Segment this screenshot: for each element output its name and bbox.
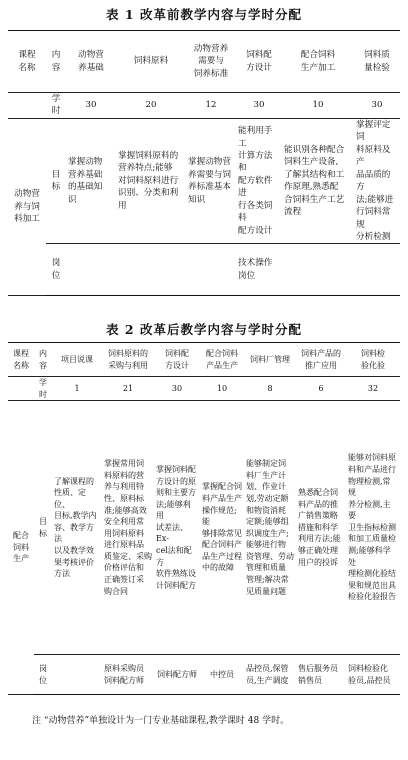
t2-hdr-col: 饲料配 方设计 <box>154 343 200 377</box>
t1-hours: 30 <box>66 93 116 119</box>
note-text: 注 “动物营养”单独设计为一门专业基础课程,教学课时 48 学时。 <box>32 716 290 726</box>
t2-post-label: 岗位 <box>39 664 47 685</box>
t2-hdr-content: 内容 <box>34 343 52 377</box>
t1-goal: 掌握动物 营养基础 的基础知 识 <box>66 118 116 244</box>
t1-hdr-col: 饲料配 方设计 <box>236 31 282 93</box>
t2-hours: 21 <box>102 377 154 401</box>
t1-goal: 掌握动物营 养需要与饲 养标准基本 知识 <box>186 118 236 244</box>
t1-goal: 掌握评定饲 料原料及产 品品质的方 法;能够进 行饲料常规 分析检测 <box>354 118 400 244</box>
table1-title: 表 1 改革前教学内容与学时分配 <box>106 7 302 22</box>
t1-hdr-col: 动物营 养基础 <box>66 31 116 93</box>
t2-post: 饲料配方师 <box>157 669 197 679</box>
t1-post <box>66 244 116 296</box>
t1-post: 技术操作 岗位 <box>238 258 273 281</box>
t2-hours: 1 <box>52 377 102 401</box>
t1-hdr-content: 内容 <box>46 31 66 93</box>
t1-goal: 掌握饲料原料的 营养特点;能够 对饲料原料进行 识别、分类和利 用 <box>116 118 186 244</box>
t1-hours: 30 <box>354 93 400 119</box>
t1-post <box>186 244 236 296</box>
t2-post: 原料采购员 饲料配方师 <box>104 664 144 685</box>
t1-goal: 能利用手工 计算方法和 配方软件进 行各类饲料 配方设计 <box>236 118 282 244</box>
t1-post <box>354 244 400 296</box>
t2-goal: 熟悉配合饲 料产品的推 广销售策略 措施和科学 利用方法;能 够正确处理 用户的投诉 <box>296 401 346 655</box>
t2-hours: 8 <box>244 377 296 401</box>
t2-post: 中控员 <box>210 669 234 679</box>
t2-post: 售后服务员 销售员 <box>298 664 338 685</box>
t1-hours: 20 <box>116 93 186 119</box>
t2-hours-label: 学时 <box>34 377 52 401</box>
t2-hdr-name: 课程 名称 <box>8 343 34 377</box>
t1-hdr-col: 配合饲料 生产加工 <box>282 31 354 93</box>
t2-goal: 掌握饲料配 方设计的原 则和主要方 法;能够利用 试差法、Ex- cel法和配方 软件熟练设 计饲料配方 <box>154 401 200 655</box>
t2-goal: 掌握配合饲 料产品生产 操作规范;能 够排除常见 配合饲料产 品生产过程 中的故障 <box>200 401 244 655</box>
table2-title: 表 2 改革后教学内容与学时分配 <box>106 322 302 337</box>
t2-goal: 能够制定饲 料厂生产计 划、作业计 划,劳动定额 和物资消耗 定额;能够组 织调度生产; 能够进行物 资管理、劳动 管理和质量 管理;解决常 见质量问题 <box>244 401 296 655</box>
t2-course-name: 配合 饲料 生产 <box>8 401 34 695</box>
t2-goal: 了解课程的 性质、定位、 目标,教学内 容、教学方法 以及教学效 果考核评价 方法 <box>52 401 102 655</box>
t1-hours: 12 <box>186 93 236 119</box>
t2-post: 品控员,保管 员,生产调度 <box>246 664 289 685</box>
t2-hours: 32 <box>346 377 400 401</box>
t1-goal-label: 目标 <box>46 118 66 244</box>
t1-hdr-col: 饲料质 量检验 <box>354 31 400 93</box>
t2-hours: 6 <box>296 377 346 401</box>
t2-goal: 能够对饲料原 料和产品进行 物理检测,常规 养分检测,主要 卫生指标检测 和加工质量检 测;能够科学处 理检测化验结 果和规范出具 检验化验报告 <box>346 401 400 655</box>
t2-post: 饲料检验化 验员,品控员 <box>348 664 391 685</box>
t2-goal: 掌握常用饲 料原料的营 养与利用特 性、原料标 准;能够高效 安全利用常 用饲料原料 进行原料品 质鉴定、采购 价格评估和 正确签订采 购合同 <box>102 401 154 655</box>
t2-hours: 30 <box>154 377 200 401</box>
t1-hours: 10 <box>282 93 354 119</box>
t2-goal-label: 目标 <box>34 401 52 655</box>
t2-hdr-col: 项目说课 <box>52 343 102 377</box>
t2-hdr-col: 饲料产品的 推广应用 <box>296 343 346 377</box>
t1-course-name: 动物营 养与饲 料加工 <box>8 118 46 296</box>
table2 <box>8 342 400 695</box>
t1-post <box>116 244 186 296</box>
table-note <box>8 714 400 730</box>
t1-post <box>282 244 354 296</box>
t1-hdr-name: 课程 名称 <box>8 31 46 93</box>
table1 <box>8 30 400 296</box>
t2-hdr-col: 饲料检 验化验 <box>346 343 400 377</box>
t1-goal: 能识别各种配合 饲料生产设备, 了解其结构和工 作原理,熟悉配 合饲料生产工艺 流程 <box>282 118 354 244</box>
t1-hours: 30 <box>236 93 282 119</box>
t1-hdr-col: 动物营养 需要与 饲养标准 <box>186 31 236 93</box>
t1-hdr-col: 饲料原料 <box>116 31 186 93</box>
t2-post <box>52 655 102 695</box>
t2-hdr-col: 配合饲料 产品生产 <box>200 343 244 377</box>
t1-post-label: 岗位 <box>51 258 61 281</box>
t2-hdr-col: 饲料厂管理 <box>244 343 296 377</box>
t2-hours: 10 <box>200 377 244 401</box>
t1-hours-label: 学时 <box>46 93 66 119</box>
t2-hdr-col: 饲料原料的 采购与利用 <box>102 343 154 377</box>
